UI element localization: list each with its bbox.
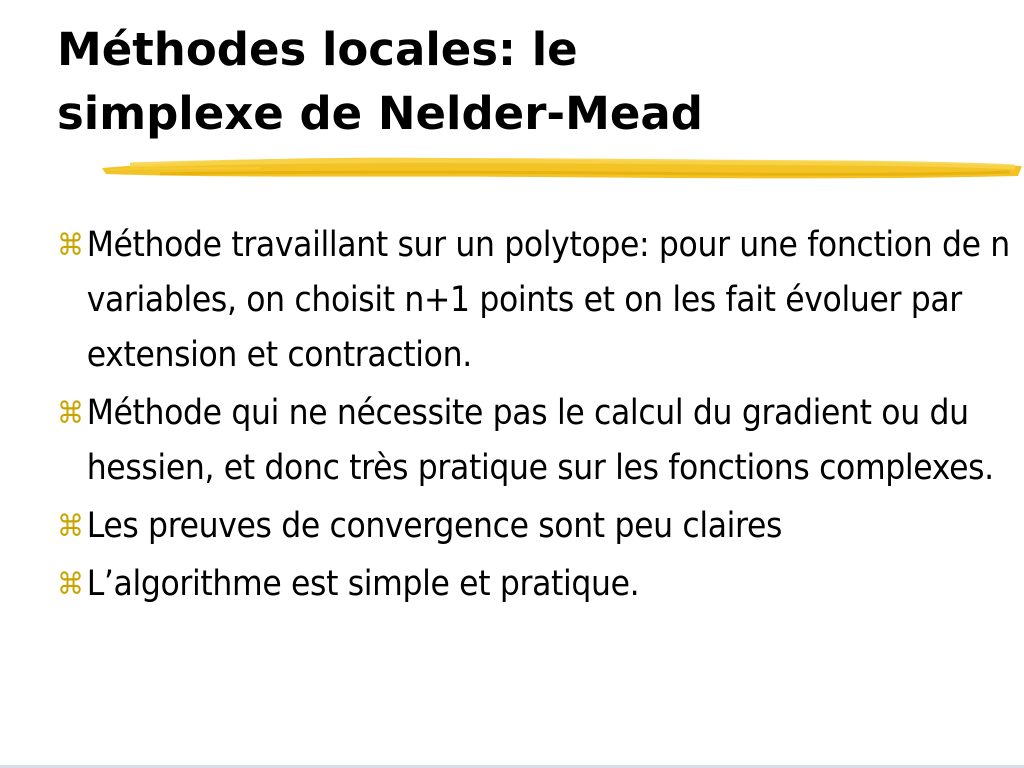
bullet-text: Méthode qui ne nécessite pas le calcul du gradient ou du hessien, et donc très pratique sur les fonctions complexes. xyxy=(86,393,994,488)
bullet-text: Méthode travaillant sur un polytope: pour une fonction de n variables, on choisit n+1 points et on les fait évoluer par extension et contraction. xyxy=(86,225,1010,375)
command-bullet-icon: ⌘ xyxy=(57,228,84,263)
command-bullet-icon: ⌘ xyxy=(57,509,84,544)
bullet-item xyxy=(57,386,1024,496)
bullet-text: L’algorithme est simple et pratique. xyxy=(86,564,640,604)
command-bullet-icon: ⌘ xyxy=(57,567,84,602)
title-brush-underline xyxy=(100,150,1024,186)
slide-title xyxy=(57,18,997,146)
slide-title-line-1: Méthodes locales: le xyxy=(57,23,578,76)
bullet-list xyxy=(57,218,1010,615)
bullet-item xyxy=(57,499,1024,554)
command-bullet-icon: ⌘ xyxy=(57,396,84,431)
bullet-text: Les preuves de convergence sont peu claires xyxy=(86,506,783,546)
bullet-item xyxy=(57,218,1024,383)
bullet-item xyxy=(57,557,1024,612)
slide-title-line-2: simplexe de Nelder-Mead xyxy=(57,87,703,140)
